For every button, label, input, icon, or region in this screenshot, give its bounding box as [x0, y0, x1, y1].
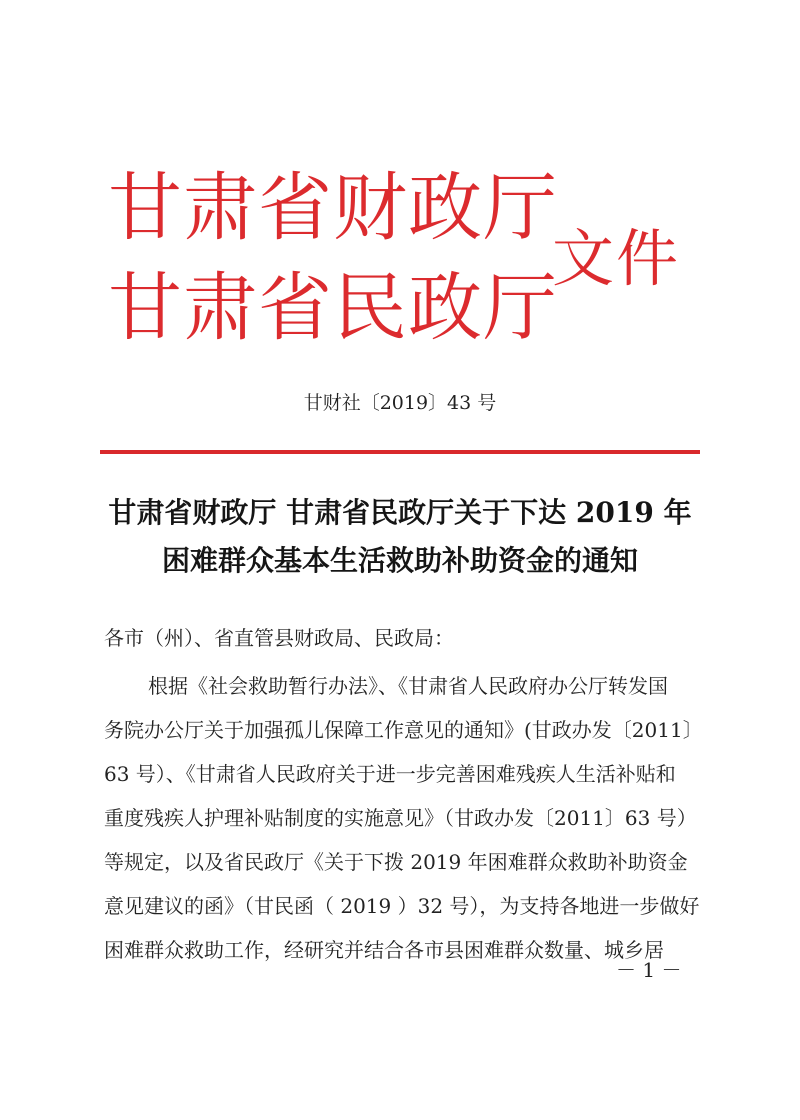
document-title-line-2: 困难群众基本生活救助补助资金的通知 [161, 544, 638, 577]
document-title-line-1: 甘肃省财政厅 甘肃省民政厅关于下达 2019 年 [108, 496, 692, 529]
page-number: － 1 － [616, 958, 682, 982]
body-line: 意见建议的函》（甘民函（ 2019 ）32 号），为支持各地进一步做好 [104, 894, 700, 918]
body-line: 困难群众救助工作，经研究并结合各市县困难群众数量、城乡居 [104, 938, 664, 962]
document-number: 甘财社〔2019〕43 号 [303, 392, 497, 414]
issuer-civil-affairs-dept: 甘肃省民政厅 [108, 265, 558, 351]
body-line: 根据《社会救助暂行办法》、《甘肃省人民政府办公厅转发国 [148, 674, 668, 698]
doc-type-label: 文件 [552, 222, 681, 295]
salutation: 各市（州）、省直管县财政局、民政局： [104, 626, 454, 650]
body-line: 等规定，以及省民政厅《关于下拨 2019 年困难群众救助补助资金 [104, 850, 688, 874]
issuer-finance-dept: 甘肃省财政厅 [108, 165, 558, 251]
body-line: 务院办公厅关于加强孤儿保障工作意见的通知》(甘政办发〔2011〕 [104, 718, 703, 742]
body-line: 63 号）、《甘肃省人民政府关于进一步完善困难残疾人生活补贴和 [104, 762, 676, 786]
red-separator-rule [100, 450, 700, 454]
body-line: 重度残疾人护理补贴制度的实施意见》（甘政办发〔2011〕63 号） [104, 806, 697, 830]
